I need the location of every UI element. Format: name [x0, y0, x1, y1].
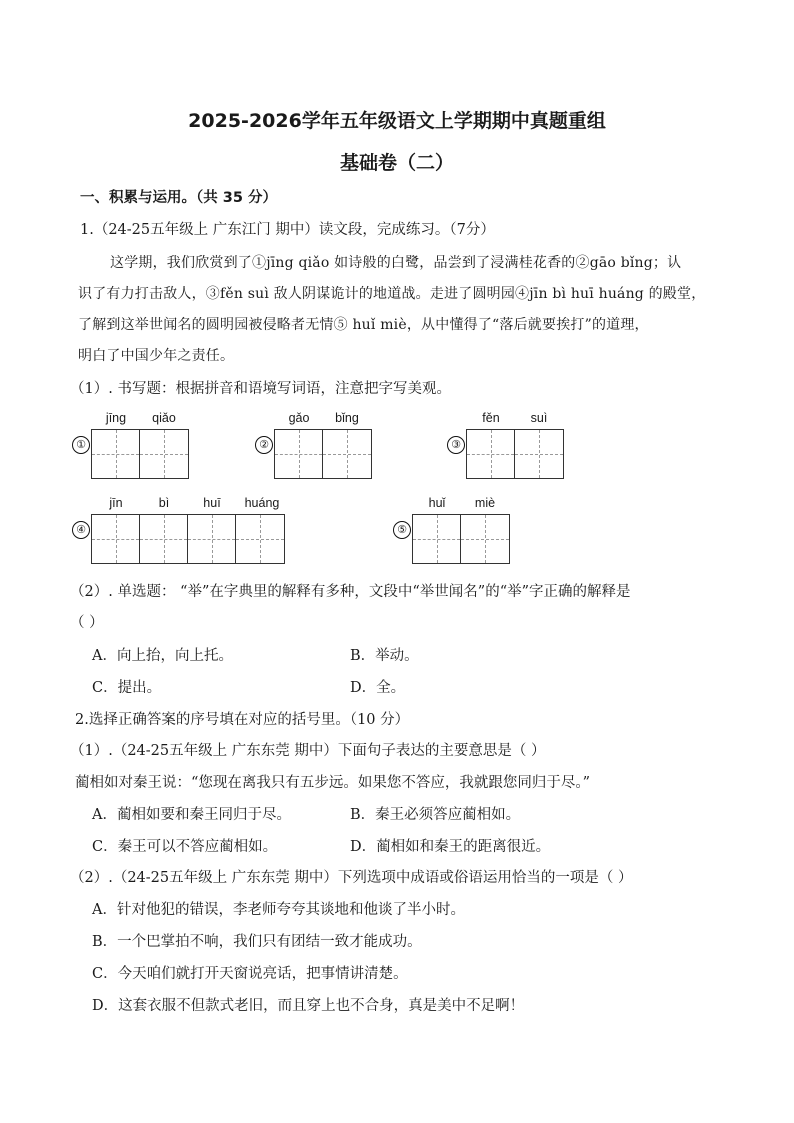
- answer-bracket: （ ）: [70, 615, 104, 631]
- passage-line: 识了有力打击敌人，③fěn suì 敌人阴谋诡计的地道战。走进了圆明园④jīn bì huī huáng 的殿堂，: [78, 286, 706, 302]
- option-b[interactable]: B．秦王必须答应蔺相如。: [350, 807, 521, 823]
- option-d[interactable]: D．蔺相如和秦王的距离很近。: [350, 839, 551, 855]
- writing-cell[interactable]: [140, 430, 188, 478]
- pinyin: jīng: [105, 411, 127, 425]
- pinyin: gǎo: [288, 411, 310, 425]
- writing-cell[interactable]: [515, 430, 563, 478]
- writing-grid-2[interactable]: [274, 429, 372, 479]
- pinyin: huī: [203, 496, 221, 510]
- writing-cell[interactable]: [413, 515, 461, 563]
- option-a[interactable]: A．蔺相如要和秦王同归于尽。: [92, 807, 291, 823]
- part-2-question: （2）. 单选题： “举”在字典里的解释有多种，文段中“举世闻名”的“举”字正确的解释是: [70, 584, 631, 600]
- pinyin: fěn: [482, 411, 500, 425]
- option-d[interactable]: D．这套衣服不但款式老旧，而且穿上也不合身，真是美中不足啊！: [92, 998, 525, 1014]
- item-number-3: ③: [447, 436, 465, 454]
- question-1-stem: 1.（24-25五年级上 广东江门 期中）读文段，完成练习。（7分）: [80, 222, 495, 238]
- section-heading: 一、积累与运用。（共 35 分）: [80, 190, 278, 206]
- pinyin: bǐng: [335, 411, 359, 425]
- question-2-stem: 2.选择正确答案的序号填在对应的括号里。（10 分）: [75, 712, 410, 728]
- question-2-1-stem: （1）.（24-25五年级上 广东东莞 期中）下面句子表达的主要意思是（ ）: [70, 743, 546, 759]
- passage-line: 了解到这举世闻名的圆明园被侵略者无情⑤ huǐ miè，从中懂得了“落后就要挨打”的道理，: [78, 317, 649, 333]
- writing-grid-5[interactable]: [412, 514, 510, 564]
- writing-grid-3[interactable]: [466, 429, 564, 479]
- option-b[interactable]: B．一个巴掌拍不响，我们只有团结一致才能成功。: [92, 934, 422, 950]
- option-a[interactable]: A．针对他犯的错误，李老师夸夸其谈地和他谈了半小时。: [92, 902, 465, 918]
- option-c[interactable]: C．提出。: [92, 680, 162, 696]
- writing-cell[interactable]: [92, 515, 140, 563]
- writing-cell[interactable]: [275, 430, 323, 478]
- writing-grid-1[interactable]: [91, 429, 189, 479]
- writing-cell[interactable]: [323, 430, 371, 478]
- option-b[interactable]: B．举动。: [350, 648, 419, 664]
- writing-cell[interactable]: [236, 515, 284, 563]
- item-number-5: ⑤: [393, 521, 411, 539]
- pinyin: bì: [158, 496, 170, 510]
- option-a[interactable]: A．向上抬，向上托。: [92, 648, 233, 664]
- writing-cell[interactable]: [461, 515, 509, 563]
- item-number-2: ②: [255, 436, 273, 454]
- page-subtitle: 基础卷（二）: [339, 152, 454, 174]
- question-2-1-quote: 蔺相如对秦王说：“您现在离我只有五步远。如果您不答应，我就跟您同归于尽。”: [75, 775, 591, 791]
- writing-cell[interactable]: [140, 515, 188, 563]
- pinyin: jīn: [109, 496, 123, 510]
- writing-cell[interactable]: [188, 515, 236, 563]
- pinyin: qiǎo: [152, 411, 176, 425]
- pinyin: suì: [530, 411, 548, 425]
- item-number-4: ④: [72, 521, 90, 539]
- pinyin: miè: [474, 496, 496, 510]
- question-2-2-stem: （2）.（24-25五年级上 广东东莞 期中）下列选项中成语或俗语运用恰当的一项是（ ）: [70, 870, 633, 886]
- pinyin: huáng: [244, 496, 280, 510]
- item-number-1: ①: [72, 436, 90, 454]
- page-title: 2025-2026学年五年级语文上学期期中真题重组: [188, 110, 606, 132]
- writing-cell[interactable]: [92, 430, 140, 478]
- option-c[interactable]: C．秦王可以不答应蔺相如。: [92, 839, 278, 855]
- writing-cell[interactable]: [467, 430, 515, 478]
- part-1-instruction: （1）. 书写题：根据拼音和语境写词语，注意把字写美观。: [70, 381, 451, 397]
- pinyin: huǐ: [428, 496, 446, 510]
- passage-line: 这学期，我们欣赏到了①jīng qiǎo 如诗般的白鹭，品尝到了浸满桂花香的②gāo bǐng；认: [110, 255, 682, 271]
- option-c[interactable]: C．今天咱们就打开天窗说亮话，把事情讲清楚。: [92, 966, 408, 982]
- writing-grid-4[interactable]: [91, 514, 285, 564]
- passage-line: 明白了中国少年之责任。: [78, 348, 235, 364]
- option-d[interactable]: D．全。: [350, 680, 406, 696]
